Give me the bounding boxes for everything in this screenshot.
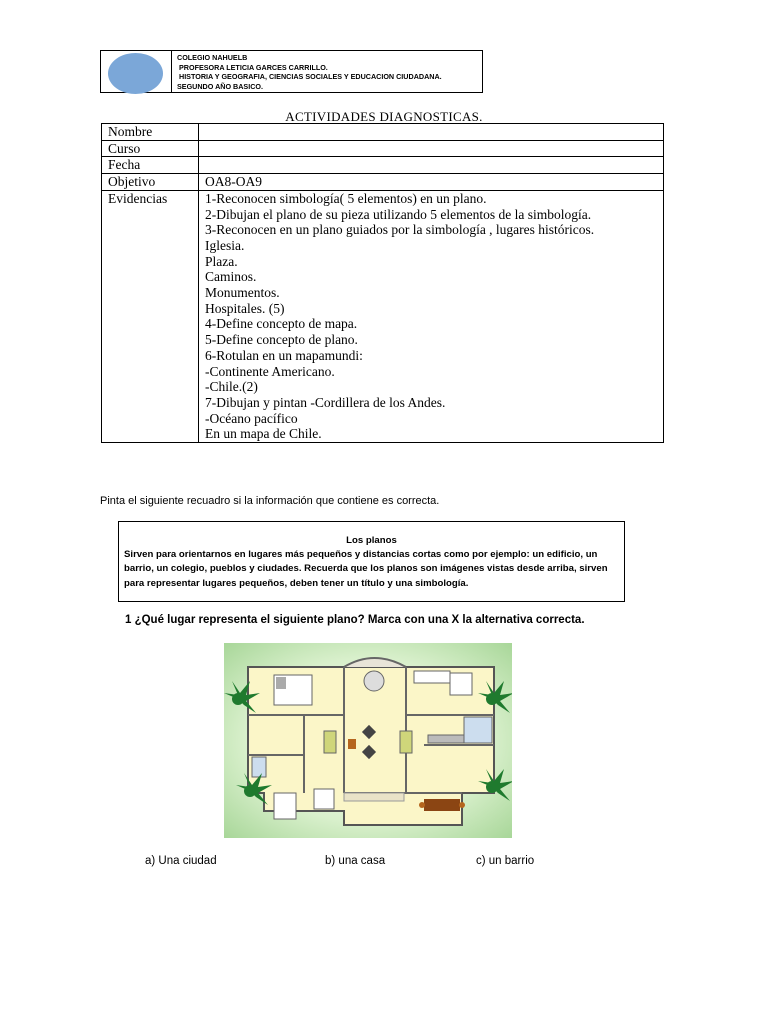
evidence-line: 4-Define concepto de mapa.	[205, 316, 358, 332]
evidence-line: Caminos.	[205, 269, 257, 285]
evidence-line: 7-Dibujan y pintan -Cordillera de los Andes.	[205, 394, 446, 410]
option-b[interactable]: b) una casa	[325, 855, 386, 867]
row-label: Evidencias	[102, 190, 199, 442]
course-field[interactable]	[199, 140, 664, 157]
option-a[interactable]: a) Una ciudad	[145, 855, 217, 867]
page-title: ACTIVIDADES DIAGNOSTICAS.	[285, 109, 483, 124]
evidence-line: Monumentos.	[205, 285, 280, 301]
table-row	[102, 174, 664, 191]
evidence-line: 5-Define concepto de plano.	[205, 332, 358, 348]
question-1: 1 ¿Qué lugar representa el siguiente plano? Marca con una X la alternativa correcta.	[125, 614, 585, 626]
diagnostic-table	[101, 123, 664, 443]
logo-cell	[101, 51, 172, 92]
evidence-line: 1-Reconocen simbología( 5 elementos) en un plano.	[205, 190, 487, 206]
row-label: Nombre	[102, 124, 199, 141]
table-row	[102, 157, 664, 174]
school-logo	[108, 53, 163, 94]
table-row	[102, 124, 664, 141]
table-row	[102, 190, 664, 442]
school-header	[100, 50, 483, 93]
objective-value: OA8-OA9	[199, 174, 664, 191]
table-row	[102, 140, 664, 157]
evidence-line: -Chile.(2)	[205, 379, 258, 395]
house-floor-plan	[224, 643, 512, 838]
info-box-title: Los planos	[346, 535, 397, 546]
header-text	[177, 53, 442, 92]
evidence-line: 3-Reconocen en un plano guiados por la simbología , lugares históricos.	[205, 222, 595, 238]
info-box[interactable]	[118, 521, 625, 602]
instruction-text: Pinta el siguiente recuadro si la información que contiene es correcta.	[100, 495, 440, 507]
evidence-line: -Océano pacífico	[205, 410, 298, 426]
name-field[interactable]	[199, 124, 664, 141]
header-line-subject: HISTORIA Y GEOGRAFIA, CIENCIAS SOCIALES Y EDUCACION CIUDADANA.	[177, 72, 442, 82]
header-line-teacher: PROFESORA LETICIA GARCES CARRILLO.	[177, 62, 328, 72]
row-label: Fecha	[102, 157, 199, 174]
evidence-line: Plaza.	[205, 253, 238, 269]
header-line-grade: SEGUNDO AÑO BASICO.	[177, 82, 263, 92]
date-field[interactable]	[199, 157, 664, 174]
row-label: Curso	[102, 140, 199, 157]
option-c[interactable]: c) un barrio	[476, 855, 535, 867]
row-label: Objetivo	[102, 174, 199, 191]
evidence-line: Iglesia.	[205, 237, 245, 253]
info-box-text: Sirven para orientarnos en lugares más pequeños y distancias cortas como por ejemplo: un edificio, un barrio, un colegio, pueblos y ciudades. Recuerda que los planos son imágenes vistas desde arriba, sirven para representar lugares pequeños, deben tener un título y una simbología.	[124, 549, 608, 589]
evidence-line: 6-Rotulan en un mapamundi:	[205, 347, 363, 363]
evidence-line: Hospitales. (5)	[205, 300, 285, 316]
evidence-cell	[199, 190, 664, 442]
evidence-line: -Continente Americano.	[205, 363, 335, 379]
evidence-line: 2-Dibujan el plano de su pieza utilizando 5 elementos de la simbología.	[205, 206, 592, 222]
evidence-line: En un mapa de Chile.	[205, 426, 322, 442]
header-line-school: COLEGIO NAHUELB	[177, 53, 248, 62]
